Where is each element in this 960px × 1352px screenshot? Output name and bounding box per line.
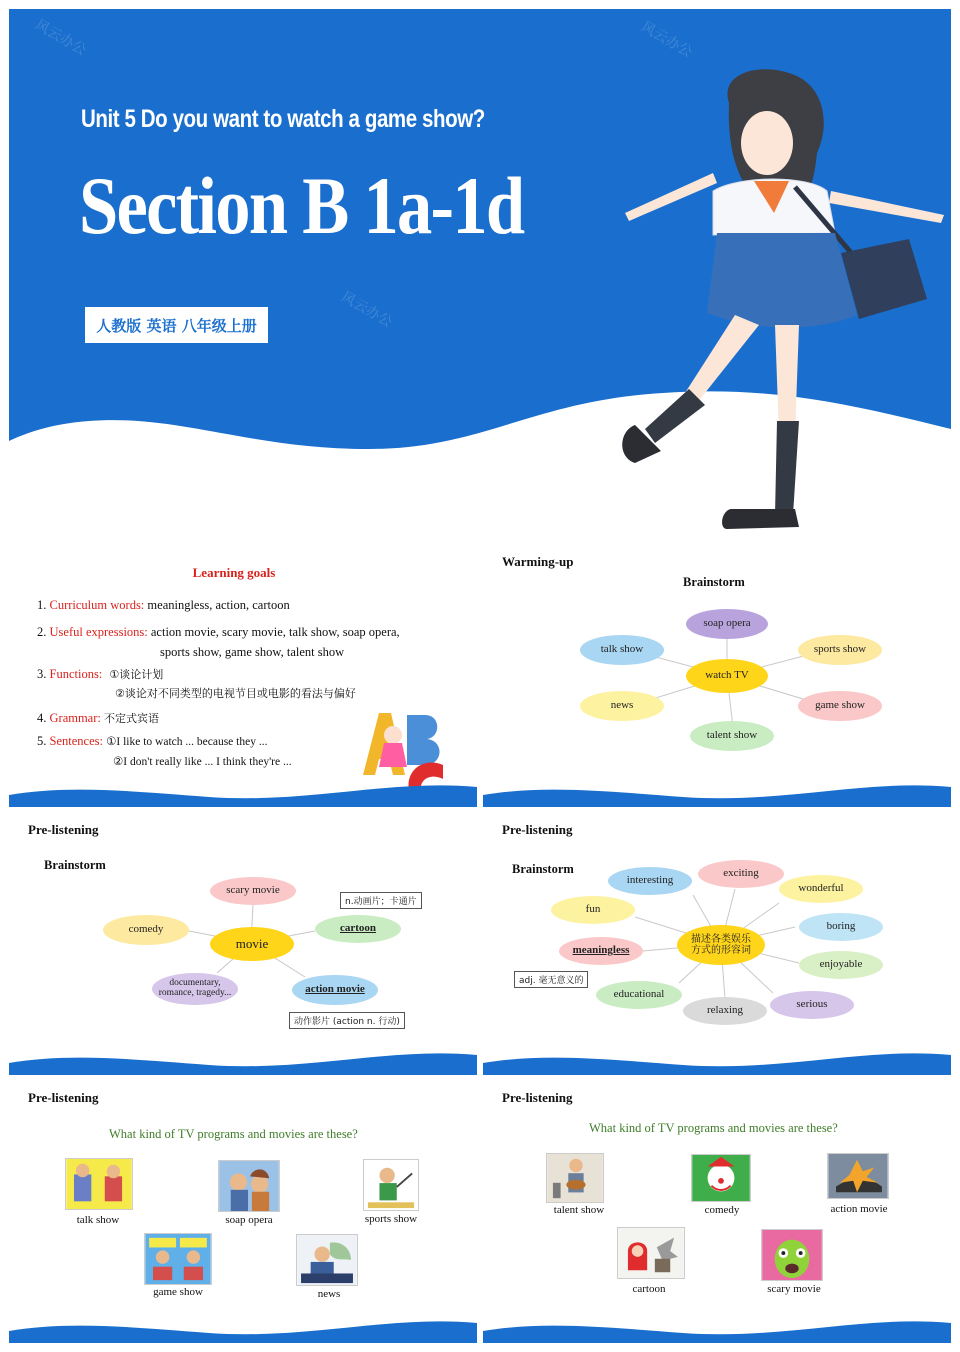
unit-title: Unit 5 Do you want to watch a game show?: [81, 105, 485, 133]
scary-movie-picture: [761, 1229, 823, 1281]
slide-subtitle: Brainstorm: [683, 575, 745, 589]
slide-title: Learning goals: [192, 565, 276, 580]
mindmap-node: exciting: [698, 860, 784, 888]
slide-tv-programs: [9, 1081, 477, 1343]
goal-item-2-cont: sports show, game show, talent show: [160, 645, 345, 659]
slide-title: Warming-up: [502, 554, 574, 569]
note-meaningless: adj. 毫无意义的: [514, 971, 588, 988]
goal-item-4: 4. Grammar: 不定式宾语: [37, 711, 159, 725]
caption: action movie: [830, 1203, 888, 1215]
cover-slide: [9, 9, 951, 535]
slide-subtitle: Brainstorm: [512, 862, 574, 876]
mindmap-node: educational: [596, 981, 682, 1009]
goal-item-3: 3. Functions: ①谈论计划: [37, 667, 164, 681]
slide-pre-listening-movie: [9, 813, 477, 1075]
goal-item-1: 1. Curriculum words: meaningless, action, cartoon: [37, 598, 290, 612]
mindmap-center: watch TV: [686, 659, 768, 693]
question: What kind of TV programs and movies are these?: [589, 1121, 838, 1135]
mindmap-center: movie: [210, 927, 294, 961]
mindmap-node: action movie: [292, 975, 378, 1005]
book-badge: 人教版 英语 八年级上册: [85, 307, 268, 343]
slide-pre-listening-adjectives: [483, 813, 951, 1075]
slide-warming-up: [483, 545, 951, 807]
note-cartoon: n.动画片；卡通片: [340, 892, 422, 909]
slide-wave: [9, 1313, 477, 1343]
cartoon-picture: [617, 1227, 685, 1279]
girl-illustration: [609, 63, 949, 533]
caption: sports show: [364, 1213, 418, 1225]
mindmap-node: serious: [770, 991, 854, 1019]
slide-wave: [483, 1045, 951, 1075]
mindmap-node: boring: [799, 913, 883, 941]
mindmap-node: talent show: [690, 721, 774, 751]
talent-show-picture: [546, 1153, 604, 1203]
watermark: 风云办公: [638, 18, 695, 61]
game-show-picture: [144, 1233, 212, 1285]
mindmap-node: sports show: [798, 635, 882, 665]
mindmap-node: news: [580, 691, 664, 721]
caption: cartoon: [632, 1283, 666, 1295]
mindmap-node: soap opera: [686, 609, 768, 639]
slide-learning-goals: [9, 545, 477, 807]
mindmap-center: 描述各类娱乐 方式的形容词: [677, 925, 765, 965]
slide-wave: [9, 1045, 477, 1075]
slide-title: Pre-listening: [28, 1090, 99, 1105]
slide-wave: [483, 777, 951, 807]
note-action: 动作影片 (action n. 行动): [289, 1012, 405, 1029]
mindmap-node: fun: [551, 896, 635, 924]
slide-subtitle: Brainstorm: [44, 858, 106, 872]
caption: comedy: [704, 1204, 740, 1216]
goal-item-2: 2. Useful expressions: action movie, scary movie, talk show, soap opera,: [37, 625, 400, 639]
mindmap-node: enjoyable: [799, 951, 883, 979]
caption: scary movie: [767, 1283, 821, 1295]
slide-title: Pre-listening: [502, 822, 573, 837]
news-picture: [296, 1234, 358, 1286]
slide-wave: [483, 1313, 951, 1343]
mindmap-node: cartoon: [315, 915, 401, 943]
soap-opera-picture: [218, 1160, 280, 1212]
mindmap-node: game show: [798, 691, 882, 721]
caption: soap opera: [225, 1214, 273, 1226]
goal-item-5-cont: ②I don't really like ... I think they're ...: [113, 756, 292, 768]
section-title: Section B 1a-1d: [79, 160, 524, 251]
slide-tv-programs-2: [483, 1081, 951, 1343]
watermark: 风云办公: [338, 288, 395, 331]
mindmap-node: scary movie: [210, 877, 296, 905]
comedy-picture: [691, 1154, 751, 1202]
slide-title: Pre-listening: [28, 822, 99, 837]
action-movie-picture: [827, 1153, 889, 1199]
caption: news: [317, 1288, 341, 1300]
mindmap-node: talk show: [580, 635, 664, 665]
caption: talk show: [76, 1214, 120, 1226]
mindmap-node: meaningless: [559, 937, 643, 965]
mindmap-node: wonderful: [779, 875, 863, 903]
caption: game show: [153, 1286, 203, 1298]
talk-show-picture: [65, 1158, 133, 1210]
mindmap-node: comedy: [103, 915, 189, 945]
question: What kind of TV programs and movies are these?: [109, 1127, 358, 1141]
mindmap-node: relaxing: [683, 997, 767, 1025]
watermark: 风云办公: [32, 16, 89, 59]
caption: talent show: [553, 1204, 605, 1216]
slide-title: Pre-listening: [502, 1090, 573, 1105]
mindmap-node: interesting: [608, 867, 692, 895]
sports-show-picture: [363, 1159, 419, 1211]
mindmap-node: documentary, romance, tragedy...: [152, 973, 238, 1005]
goal-item-5: 5. Sentences: ①I like to watch ... because they ...: [37, 734, 268, 748]
goal-item-3-cont: ②谈论对不同类型的电视节目或电影的看法与偏好: [115, 687, 356, 700]
slide-wave: [9, 777, 477, 807]
